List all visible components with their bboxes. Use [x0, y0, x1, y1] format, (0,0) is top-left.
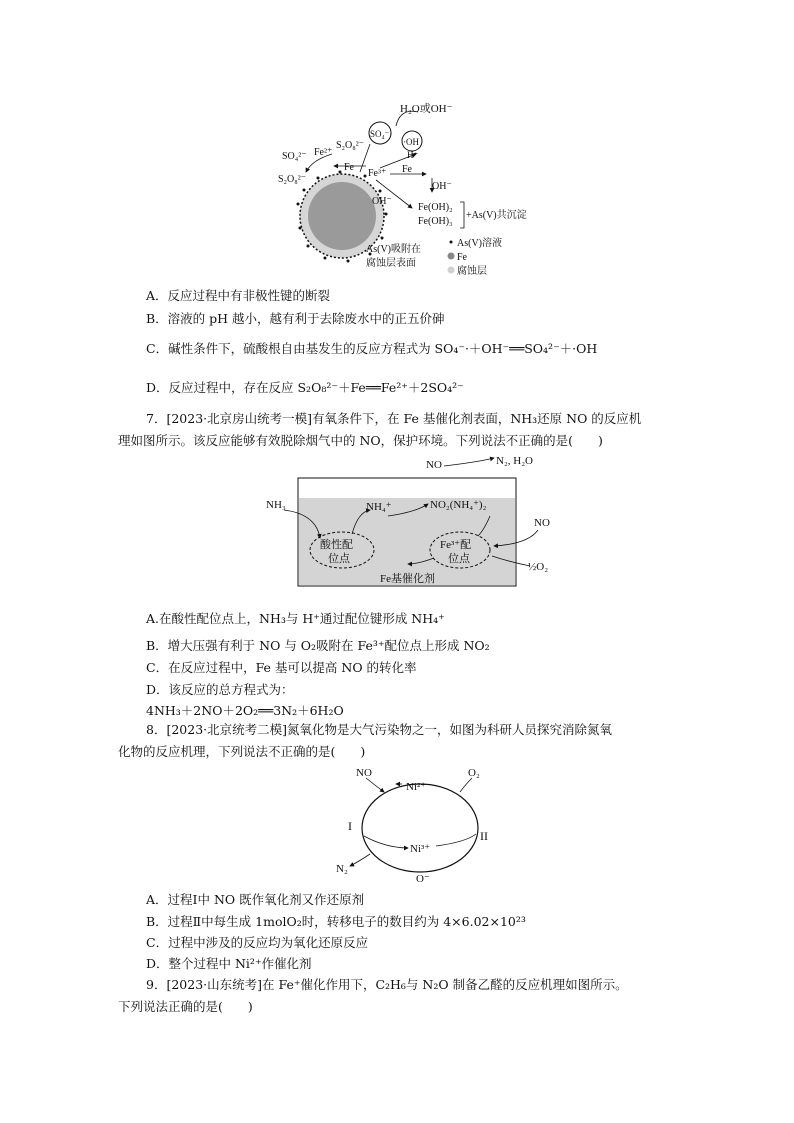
label-fe-site-1: Fe³⁺配 — [440, 539, 472, 551]
label-n2: N₂ — [336, 863, 348, 875]
legend-fe: Fe — [457, 252, 467, 263]
q7-option-b: B．增大压强有利于 NO 与 O₂吸附在 Fe³⁺配位点上形成 NO₂ — [146, 638, 490, 653]
q8-option-a: A．过程Ⅰ中 NO 既作氧化剂又作还原剂 — [146, 892, 365, 907]
fe-core — [308, 182, 376, 250]
label-no-right: NO — [534, 517, 550, 529]
label-fe3plus: Fe³⁺ — [368, 168, 387, 179]
figure-fe-catalyst-mechanism — [258, 452, 568, 606]
label-fe-b: Fe — [402, 164, 412, 175]
label-oh-radical: ·OH — [403, 137, 419, 147]
ni-cycle-ellipse — [362, 784, 478, 872]
q9-stem-line2: 下列说法正确的是( ) — [118, 999, 253, 1014]
label-o-minus: O⁻ — [416, 873, 430, 884]
legend-corrosion-layer: 腐蚀层 — [457, 266, 487, 277]
label-products: N₂, H₂O — [496, 455, 534, 467]
label-nh4: NH₄⁺ — [366, 501, 392, 513]
label-fe-site-2: 位点 — [448, 553, 470, 565]
legend-as-solution: As(V)溶液 — [457, 238, 502, 249]
label-adsorb-1: As(V)吸附在 — [366, 244, 421, 255]
q8-stem-line2: 化物的反应机理，下列说法不正确的是( ) — [118, 744, 366, 759]
q6-option-d: D．反应过程中，存在反应 S₂O₈²⁻＋Fe══Fe²⁺＋2SO₄²⁻ — [146, 380, 464, 395]
q7-option-a: A.在酸性配位点上，NH₃与 H⁺通过配位键形成 NH₄⁺ — [146, 611, 445, 626]
figure-ni-cycle — [336, 762, 500, 884]
label-fe-a: Fe — [344, 162, 354, 173]
label-no-top: NO — [426, 459, 442, 471]
q7-stem-line2: 理如图所示。该反应能够有效脱除烟气中的 NO，保护环境。下列说法不正确的是( ) — [118, 433, 603, 448]
label-s2o8-left: S₂O₈²⁻ — [278, 174, 307, 185]
q7-option-d: D．该反应的总方程式为： — [146, 682, 294, 697]
q6-option-c: C．碱性条件下，硫酸根自由基发生的反应方程式为 SO₄⁻·＋OH⁻══SO₄²⁻＋·OH — [146, 341, 598, 356]
label-process-ii: II — [480, 829, 488, 843]
q9-stem-line1: 9．[2023·山东统考]在 Fe⁺催化作用下，C₂H₆与 N₂O 制备乙醛的反应机理如图所示。 — [146, 977, 628, 992]
q7-stem-line1: 7．[2023·北京房山统考一模]有氧条件下，在 Fe 基催化剂表面，NH₃还原 NO 的反应机 — [146, 411, 642, 426]
label-acid-site-1: 酸性配 — [320, 539, 353, 551]
label-fe-catalyst: Fe基催化剂 — [380, 573, 435, 585]
label-no2-nh4: NO₂(NH₄⁺)₂ — [430, 499, 487, 511]
label-so4-2minus: SO₄²⁻ — [282, 151, 307, 162]
label-feoh2: Fe(OH)₂ — [418, 202, 453, 213]
label-o2: O₂ — [468, 767, 480, 779]
q8-option-b: B．过程Ⅱ中每生成 1molO₂时，转移电子的数目约为 4×6.02×10²³ — [146, 914, 526, 929]
label-oh-a: OH⁻ — [432, 181, 452, 192]
q8-stem-line1: 8．[2023·北京统考二模]氮氧化物是大气污染物之一，如图为科研人员探究消除氮氧 — [146, 722, 612, 737]
q7-option-c: C．在反应过程中，Fe 基可以提高 NO 的转化率 — [146, 660, 417, 675]
q6-option-b: B．溶液的 pH 越小，越有利于去除废水中的正五价砷 — [146, 311, 445, 326]
label-so4-radical: SO₄⁻· — [370, 129, 393, 139]
q6-option-a: A．反应过程中有非极性键的断裂 — [146, 288, 331, 303]
q7-equation: 4NH₃＋2NO＋2O₂══3N₂＋6H₂O — [146, 703, 344, 718]
label-adsorb-2: 腐蚀层表面 — [366, 258, 416, 269]
label-s2o8-top: S₂O₈²⁻ — [336, 140, 365, 151]
label-feoh3: Fe(OH)₃ — [418, 216, 453, 227]
label-nh3: NH₃ — [266, 499, 286, 511]
figure-fe-radical-mechanism — [270, 96, 560, 282]
label-half-o2: ½O₂ — [528, 561, 549, 573]
q8-option-c: C．过程中涉及的反应均为氧化还原反应 — [146, 935, 369, 950]
label-fe2plus: Fe²⁺ — [314, 147, 333, 158]
label-no: NO — [356, 767, 372, 779]
label-ni3plus: Ni³⁺ — [410, 843, 431, 855]
label-h2o-or-oh: H₂O或OH⁻ — [400, 103, 453, 115]
label-acid-site-2: 位点 — [328, 553, 350, 565]
label-h-plus: H⁺ — [407, 150, 419, 160]
label-ni2plus: Ni²⁺ — [406, 781, 427, 793]
label-process-i: I — [348, 819, 352, 833]
label-oh-b: OH⁻ — [372, 196, 392, 207]
q8-option-d: D．整个过程中 Ni²⁺作催化剂 — [146, 956, 312, 971]
label-coprecipitation: +As(V)共沉淀 — [466, 210, 527, 221]
